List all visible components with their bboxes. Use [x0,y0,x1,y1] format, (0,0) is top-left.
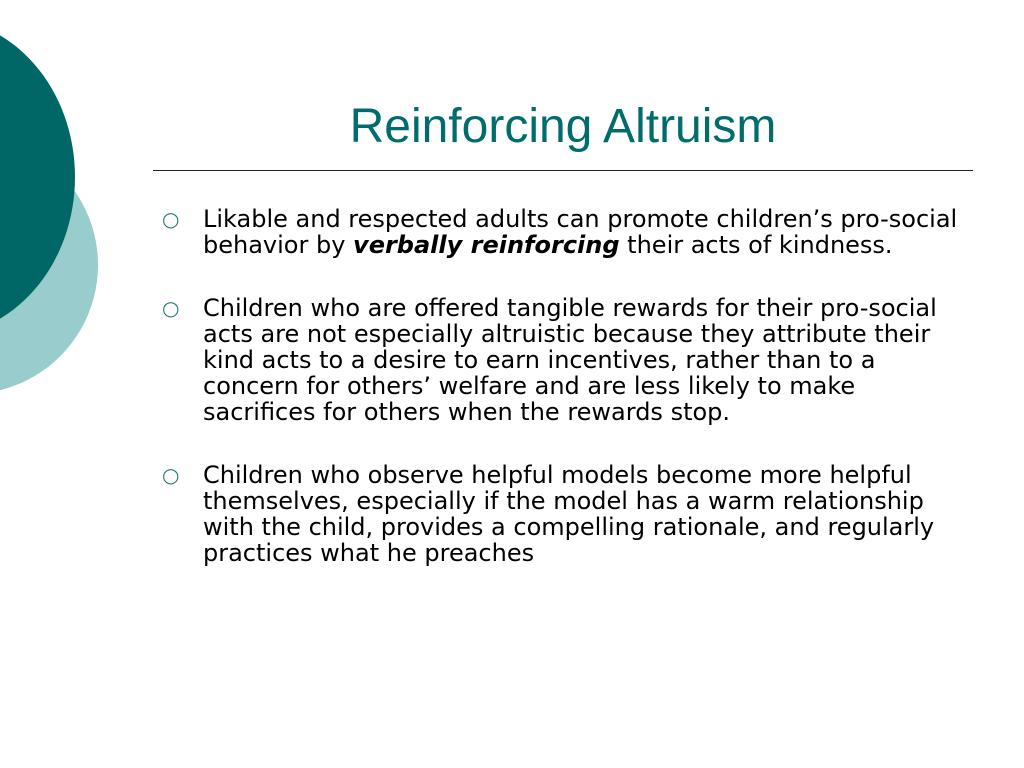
circle-bullet-icon: ○ [162,207,180,231]
circle-bullet-icon: ○ [162,463,180,487]
bullet-text: Children who observe helpful models become more helpful themselves, especially if the model has a warm relationship with the child, provides a compelling rationale, and regularly practices what he preaches [203,461,935,567]
bullet-text-end: their acts of kindness. [619,231,893,259]
bullet-item [162,206,962,258]
bullet-emphasis: verbally reinforcing [353,231,620,259]
slide-title: Reinforcing Altruism [349,100,777,153]
bullet-text: Children who are offered tangible rewards for their pro-social acts are not especially altruistic because they attribute their kind acts to a desire to earn incentives, rather than to a concern for others’ welfare and are less likely to make sacrifices for others when the rewards stop. [203,294,937,426]
bullet-text-start: Likable and respected adults can promote children’s pro-social behavior by [203,205,958,259]
title-divider [153,170,973,171]
bullet-item [162,295,962,425]
bullet-item [162,462,962,566]
circle-bullet-icon: ○ [162,296,180,320]
bullet-list [162,206,962,603]
